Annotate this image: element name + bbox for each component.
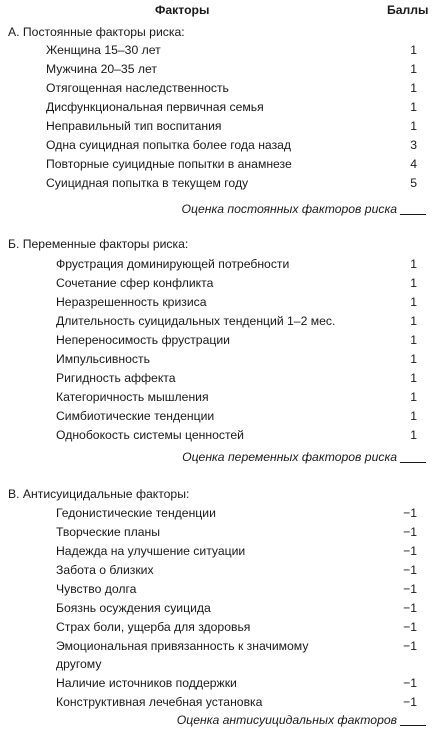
section-a-item-label: Отягощенная наследственность [46,81,229,95]
section-b-item-label: Импульсивность [56,352,150,366]
section-c-item-label: Конструктивная лечебная установка [56,695,263,709]
section-c-item-label: Боязнь осуждения суицида [56,601,211,615]
section-a-score-blank [400,214,426,215]
section-b-item-label: Неразрешенность кризиса [56,295,207,309]
section-a-item-label: Суицидная попытка в текущем году [46,176,249,190]
section-b-item-score: 1 [410,257,417,271]
section-a-item-score: 1 [410,100,417,114]
section-c-item-score: −1 [403,695,417,709]
section-c-title: В. Антисуицидальные факторы: [8,487,190,501]
section-b-item-score: 1 [410,333,417,347]
section-a-item-score: 1 [410,43,417,57]
section-a-item-score: 1 [410,81,417,95]
section-c-item-score: −1 [403,620,417,634]
section-a-item-score: 1 [410,119,417,133]
section-b-score-blank [400,462,426,463]
section-c-item-label-continuation: другому [56,657,102,671]
section-b-item-label: Категоричность мышления [56,390,209,404]
column-header-factors: Факторы [155,3,210,17]
section-c-score-blank [400,725,426,726]
section-a-item-label: Дисфункциональная первичная семья [46,100,264,114]
section-c-item-label: Эмоциональная привязанность к значимому [56,639,309,653]
section-b-summary: Оценка переменных факторов риска [182,450,397,464]
section-c-item-label: Забота о близких [56,563,154,577]
section-b-item-label: Сочетание сфер конфликта [56,276,214,290]
column-header-points: Баллы [387,3,429,17]
section-c-item-score: −1 [403,506,417,520]
section-c-item-label: Гедонистические тенденции [56,506,216,520]
section-c-item-label: Творческие планы [56,525,161,539]
section-c-item-score: −1 [403,544,417,558]
section-c-item-score: −1 [403,639,417,653]
section-a-item-label: Повторные суицидные попытки в анамнезе [46,157,292,171]
section-b-item-score: 1 [410,295,417,309]
section-b-item-score: 1 [410,352,417,366]
section-a-item-score: 3 [410,138,417,152]
section-b-item-label: Симбиотические тенденции [56,409,215,423]
section-a-item-label: Женщина 15–30 лет [46,43,161,57]
section-a-item-score: 4 [410,157,417,171]
section-b-item-score: 1 [410,314,417,328]
section-b-item-score: 1 [410,428,417,442]
section-a-item-label: Мужчина 20–35 лет [46,62,157,76]
section-b-item-score: 1 [410,371,417,385]
section-c-item-label: Страх боли, ущерба для здоровья [56,620,251,634]
section-b-item-label: Ригидность аффекта [56,371,176,385]
section-c-item-score: −1 [403,525,417,539]
section-b-item-label: Длительность суицидальных тенденций 1–2 мес. [56,314,336,328]
section-a-item-label: Неправильный тип воспитания [46,119,222,133]
section-c-item-label: Наличие источников поддержки [56,676,237,690]
section-b-item-score: 1 [410,409,417,423]
section-c-summary: Оценка антисуицидальных факторов [176,713,397,727]
section-c-item-label: Чувство долга [56,582,137,596]
section-a-item-score: 5 [410,176,417,190]
section-c-item-label: Надежда на улучшение ситуации [56,544,246,558]
section-b-title: Б. Переменные факторы риска: [8,237,189,251]
section-c-item-score: −1 [403,601,417,615]
section-c-item-score: −1 [403,563,417,577]
section-a-item-score: 1 [410,62,417,76]
section-c-item-score: −1 [403,676,417,690]
section-b-item-label: Фрустрация доминирующей потребности [56,257,290,271]
section-a-item-label: Одна суицидная попытка более года назад [46,138,292,152]
section-b-item-label: Однобокость системы ценностей [56,428,244,442]
section-a-summary: Оценка постоянных факторов риска [181,202,397,216]
section-a-title: А. Постоянные факторы риска: [8,25,185,39]
section-b-item-label: Непереносимость фрустрации [56,333,230,347]
section-b-item-score: 1 [410,276,417,290]
section-b-item-score: 1 [410,390,417,404]
section-c-item-score: −1 [403,582,417,596]
